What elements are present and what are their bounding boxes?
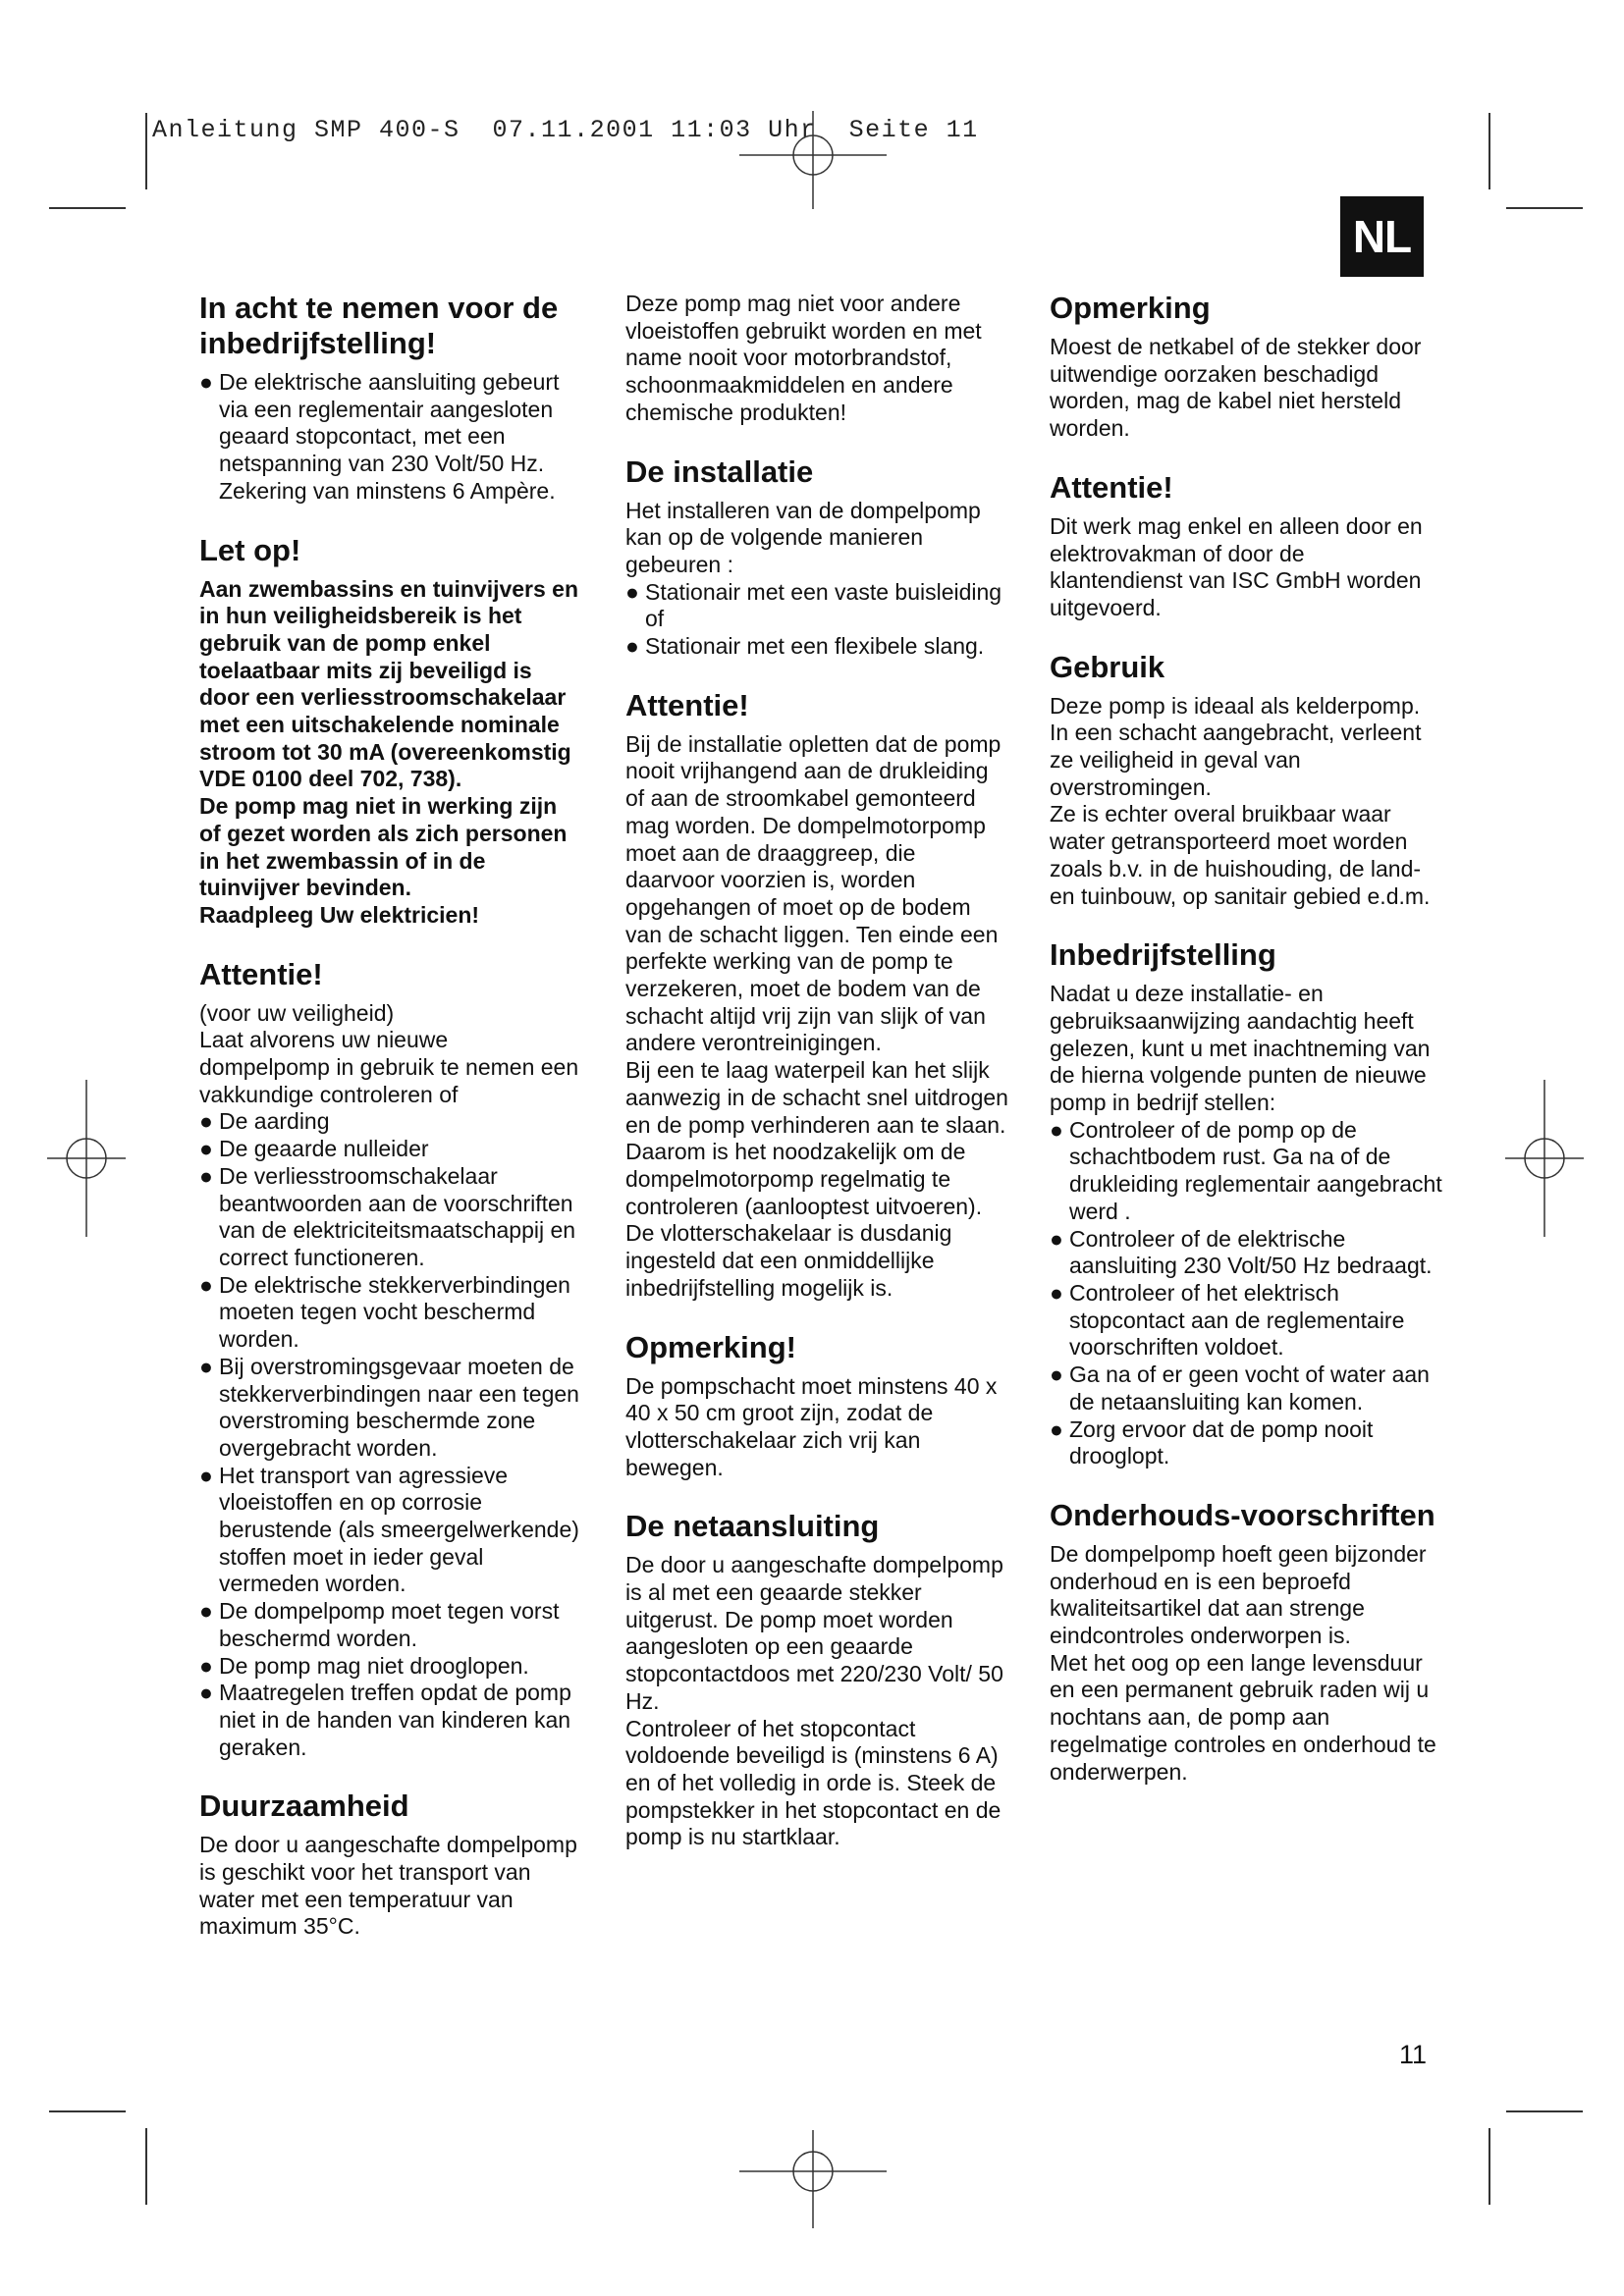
crop-mark: [1506, 2110, 1583, 2112]
print-header: Anleitung SMP 400-S 07.11.2001 11:03 Uhr Seite 11: [152, 116, 979, 144]
section: [625, 454, 1008, 661]
bullet-dot-icon: ●: [199, 1136, 213, 1162]
section: [1050, 650, 1442, 911]
section-heading: Let op!: [199, 532, 301, 567]
list-item-text: De elektrische stekkerverbindingen moeten tegen vocht beschermd worden.: [219, 1271, 570, 1353]
section-heading: Opmerking: [1050, 291, 1211, 325]
crop-mark: [145, 2128, 147, 2205]
bullet-dot-icon: ●: [199, 369, 213, 395]
list-item-text: Stationair met een vaste buisleiding of: [645, 578, 1002, 632]
section-heading: Opmerking!: [625, 1329, 796, 1364]
list-item: [199, 1463, 582, 1599]
section: [625, 1330, 1008, 1482]
list-item-text: Maatregelen treffen opdat de pomp niet in de handen van kinderen kan geraken.: [219, 1680, 571, 1760]
registration-mark-icon: [739, 111, 887, 209]
list-item: [1050, 1117, 1442, 1226]
paragraph: De vlotterschakelaar is dusdanig ingesteld dat een onmiddellijke inbedrijfstelling mogelijk is.: [625, 1220, 952, 1301]
page-number: 11: [1399, 2040, 1428, 2069]
section-heading: Attentie!: [625, 687, 749, 722]
paragraph: De dompelpomp hoeft geen bijzonder onderhoud en is een beproefd kwaliteitsartikel dat aan strenge eindcontroles onderworpen is.: [1050, 1540, 1427, 1649]
bullet-dot-icon: ●: [1050, 1362, 1063, 1388]
section: [199, 291, 582, 506]
bullet-dot-icon: ●: [199, 1353, 213, 1379]
column-middle: [625, 291, 1008, 1879]
list-item-text: Ga na of er geen vocht of water aan de netaansluiting kan komen.: [1069, 1362, 1430, 1415]
list-item-text: Het transport van agressieve vloeistoffen en op corrosie berustende (als smeergelwerkende) stoffen moet in ieder geval vermeden worden.: [219, 1462, 579, 1597]
crop-mark: [49, 207, 126, 209]
paragraph: Deze pomp mag niet voor andere vloeistoffen gebruikt worden en met name nooit voor motorbrandstof, schoonmaakmiddelen en andere chemische produkten!: [625, 291, 982, 425]
list-item-text: De aarding: [219, 1108, 330, 1135]
list-item: [199, 1354, 582, 1463]
list-item: [199, 1108, 582, 1136]
list-item-text: Controleer of de pomp op de schachtbodem rust. Ga na of de drukleiding reglementair aangebracht werd .: [1069, 1116, 1442, 1224]
bullet-list: [199, 369, 582, 506]
section-heading: De netaansluiting: [625, 1509, 880, 1544]
section-heading: De installatie: [625, 454, 814, 489]
paragraph: Ze is echter overal bruikbaar waar water getransporteerd moet worden zoals b.v. in de huishouding, de land- en tuinbouw, op sanitair gebied e.d.m.: [1050, 801, 1431, 909]
section-heading: Duurzaamheid: [199, 1789, 409, 1824]
list-item-text: Bij overstromingsgevaar moeten de stekkerverbindingen naar een tegen overstroming beschermde zone overgebracht worden.: [219, 1353, 579, 1461]
paragraph: Dit werk mag enkel en alleen door en elektrovakman of door de klantendienst van ISC GmbH worden uitgevoerd.: [1050, 512, 1423, 620]
section: [1050, 937, 1442, 1470]
paragraph: De door u aangeschafte dompelpomp is al met een geaarde stekker uitgerust. De pomp moet worden aangesloten op een geaarde stopcontactdoos met 220/230 Volt/ 50 Hz.: [625, 1552, 1003, 1714]
registration-mark-icon: [47, 1080, 126, 1237]
registration-mark-icon: [1505, 1080, 1584, 1237]
paragraph: De door u aangeschafte dompelpomp is geschikt voor het transport van water met een temperatuur van maximum 35°C.: [199, 1832, 577, 1940]
paragraph: Aan zwembassins en tuinvijvers en in hun veiligheidsbereik is het gebruik van de pomp enkel toelaatbaar mits zij beveiligd is door een verliesstroomschakelaar met een uitschakelende nominale stroom tot 30 mA (overeenkomstig VDE 0100 deel 702, 738).: [199, 575, 579, 792]
crop-mark: [145, 113, 147, 189]
bullet-dot-icon: ●: [199, 1271, 213, 1298]
paragraph: (voor uw veiligheid): [199, 999, 395, 1026]
paragraph: Het installeren van de dompelpomp kan op de volgende manieren gebeuren :: [625, 497, 981, 577]
list-item: [199, 1653, 582, 1681]
bullet-dot-icon: ●: [1050, 1279, 1063, 1306]
bullet-list: [199, 1108, 582, 1761]
bullet-list: [625, 579, 1008, 661]
bullet-dot-icon: ●: [625, 578, 639, 605]
crop-mark: [1506, 207, 1583, 209]
section: [625, 291, 1008, 427]
list-item: [625, 633, 1008, 661]
bullet-dot-icon: ●: [1050, 1225, 1063, 1252]
paragraph: De pompschacht moet minstens 40 x 40 x 50 cm groot zijn, zodat de vlotterschakelaar zich vrij kan bewegen.: [625, 1372, 998, 1480]
paragraph: Bij de installatie opletten dat de pomp nooit vrijhangend aan de drukleiding of aan de stroomkabel gemonteerd mag worden. De dompelmotorpomp moet aan de draaggreep, die daarvoor voorzien is, worden opgehangen of moet op de bodem van de schacht liggen. Ten einde een perfekte werking van de pomp te verzekeren, moet de bodem van de schacht altijd vrij zijn van slijk of van andere verontreinigingen.: [625, 730, 1001, 1056]
paragraph: Raadpleeg Uw elektricien!: [199, 901, 480, 928]
column-left: [199, 291, 582, 1968]
paragraph: Bij een te laag waterpeil kan het slijk aanwezig in de schacht snel uitdrogen en de pomp verhinderen aan te slaan. Daarom is het noodzakelijk om de dompelmotorpomp regelmatig te controleren (aanlooptest uitvoeren).: [625, 1057, 1008, 1219]
list-item: [199, 1136, 582, 1163]
bullet-dot-icon: ●: [199, 1652, 213, 1679]
list-item: [625, 579, 1008, 633]
list-item: [1050, 1226, 1442, 1280]
column-right: [1050, 291, 1442, 1813]
paragraph: Moest de netkabel of de stekker door uitwendige oorzaken beschadigd worden, mag de kabel niet hersteld worden.: [1050, 334, 1422, 442]
paragraph: Laat alvorens uw nieuwe dompelpomp in gebruik te nemen een vakkundige controleren of: [199, 1027, 579, 1107]
section-heading: Attentie!: [199, 956, 323, 991]
list-item-text: Controleer of de elektrische aansluiting 230 Volt/50 Hz bedraagt.: [1069, 1225, 1433, 1279]
crop-mark: [1489, 2128, 1490, 2205]
list-item: [1050, 1362, 1442, 1415]
section-heading: Onderhouds-voorschriften: [1050, 1497, 1435, 1532]
bullet-dot-icon: ●: [199, 1680, 213, 1706]
list-item-text: De verliesstroomschakelaar beantwoorden aan de voorschriften van de elektriciteitsmaatschappij en correct functioneren.: [219, 1162, 576, 1270]
section: [625, 1509, 1008, 1851]
section: [199, 957, 582, 1762]
bullet-dot-icon: ●: [199, 1108, 213, 1135]
language-badge: NL: [1340, 196, 1424, 277]
list-item-text: De dompelpomp moet tegen vorst beschermd worden.: [219, 1598, 560, 1651]
section: [625, 688, 1008, 1303]
registration-mark-icon: [739, 2130, 887, 2228]
bullet-list: [1050, 1117, 1442, 1470]
list-item: [1050, 1416, 1442, 1470]
paragraph: Controleer of het stopcontact voldoende beveiligd is (minstens 6 A) en of het volledig in orde is. Steek de pompstekker in het stopcontact en de pomp is nu startklaar.: [625, 1715, 1001, 1850]
list-item-text: Zorg ervoor dat de pomp nooit drooglopt.: [1069, 1415, 1374, 1469]
bullet-dot-icon: ●: [1050, 1116, 1063, 1143]
list-item-text: Controleer of het elektrisch stopcontact aan de reglementaire voorschriften voldoet.: [1069, 1279, 1405, 1361]
section: [1050, 1498, 1442, 1786]
section-heading: Gebruik: [1050, 649, 1165, 684]
crop-mark: [1489, 113, 1490, 189]
list-item-text: Stationair met een flexibele slang.: [645, 633, 985, 660]
paragraph: Deze pomp is ideaal als kelderpomp. In een schacht aangebracht, verleent ze veiligheid in geval van overstromingen.: [1050, 692, 1422, 800]
section-heading: Attentie!: [1050, 469, 1173, 505]
list-item: [1050, 1280, 1442, 1362]
list-item-text: De pomp mag niet drooglopen.: [219, 1652, 529, 1679]
list-item-text: De elektrische aansluiting gebeurt via een reglementair aangesloten geaard stopcontact, met een netspanning van 230 Volt/50 Hz. Zekering van minstens 6 Ampère.: [219, 369, 560, 504]
section-heading: In acht te nemen voor de inbedrijfstelling!: [199, 291, 559, 360]
list-item: [199, 1680, 582, 1761]
list-item-text: De geaarde nulleider: [219, 1136, 429, 1162]
bullet-dot-icon: ●: [199, 1162, 213, 1189]
bullet-dot-icon: ●: [199, 1598, 213, 1625]
list-item: [199, 1163, 582, 1272]
paragraph: Nadat u deze installatie- en gebruiksaanwijzing aandachtig heeft gelezen, kunt u met inachtneming van de hierna volgende punten de nieuwe pomp in bedrijf stellen:: [1050, 981, 1431, 1116]
list-item: [199, 369, 582, 506]
section-heading: Inbedrijfstelling: [1050, 937, 1276, 973]
paragraph: De pomp mag niet in werking zijn of gezet worden als zich personen in het zwembassin of in de tuinvijver bevinden.: [199, 793, 568, 901]
crop-mark: [49, 2110, 126, 2112]
section: [1050, 291, 1442, 443]
bullet-dot-icon: ●: [625, 633, 639, 660]
bullet-dot-icon: ●: [199, 1462, 213, 1488]
list-item: [199, 1598, 582, 1652]
paragraph: Met het oog op een lange levensduur en een permanent gebruik raden wij u nochtans aan, de pomp aan regelmatige controles en onderhoud te onderwerpen.: [1050, 1649, 1436, 1785]
section: [199, 533, 582, 930]
section: [1050, 470, 1442, 622]
list-item: [199, 1272, 582, 1354]
bullet-dot-icon: ●: [1050, 1415, 1063, 1442]
section: [199, 1789, 582, 1941]
